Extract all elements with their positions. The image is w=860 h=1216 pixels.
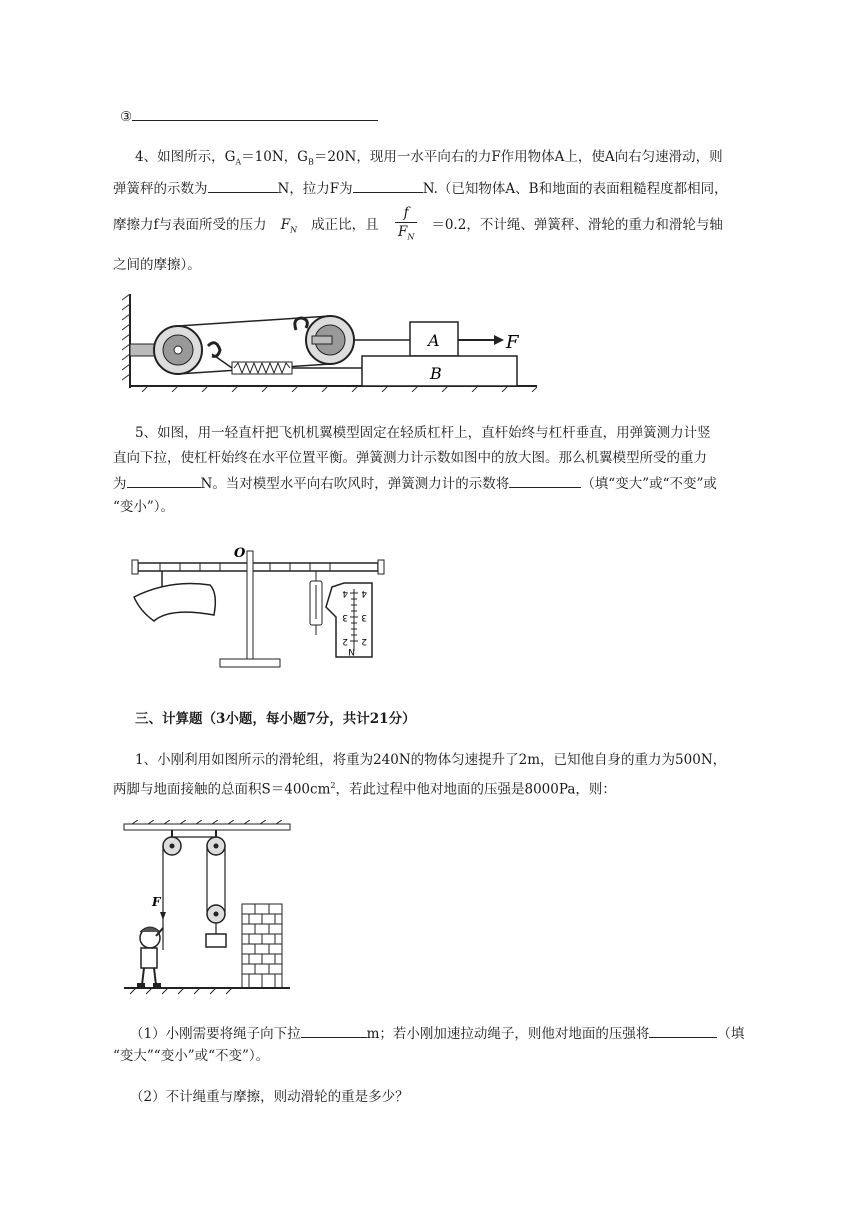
area-unit-superscript: 2 — [330, 781, 336, 790]
spring-reading-blank[interactable] — [208, 177, 278, 193]
arrow-icon — [160, 912, 166, 920]
c1-part-1 — [130, 1022, 744, 1044]
gb-subscript: B — [307, 157, 314, 167]
hook-icon — [295, 318, 307, 330]
q4-figure — [122, 292, 542, 392]
block-b-label: B — [430, 364, 442, 383]
q5-text: N。当对模型水平向右吹风时，弹簧测力计的示数将 — [200, 476, 510, 492]
q5-line-3 — [113, 472, 717, 494]
q3-item-3 — [120, 105, 378, 127]
c1-text: （2）不计绳重与摩擦，则动滑轮的重是多少？ — [130, 1089, 409, 1105]
pull-force-blank[interactable] — [353, 177, 423, 193]
answer-blank[interactable] — [132, 105, 378, 121]
q4-text: ＝0.2，不计绳、弹簧秤、滑轮的重力和滑轮与轴 — [431, 216, 723, 233]
q4-line-2 — [113, 177, 728, 199]
scale-tick-label: 4 — [361, 588, 367, 598]
q4-text: ＝20N，现用一水平向右的力F作用物体A上，使A向右匀速滑动，则 — [313, 149, 723, 165]
pivot-o-label: O — [234, 546, 246, 561]
c1-text: （填 — [717, 1026, 745, 1042]
scale-tick-label: 3 — [361, 612, 367, 622]
q4-text: 成正比，且 — [311, 216, 379, 233]
reading-change-blank[interactable] — [509, 472, 581, 488]
c1-text: 两脚与地面接触的总面积S＝400cm — [113, 781, 331, 798]
arrow-icon — [494, 335, 504, 345]
q5-text: （填“变大”或“不变”或 — [581, 476, 717, 492]
hook-icon — [208, 343, 220, 357]
q5-text: 直向下拉，使杠杆始终在水平位置平衡。弹簧测力计示数如图中的放大图。那么机翼模型所受的重力 — [113, 450, 707, 466]
scale-tick-label: 3 — [342, 612, 348, 622]
force-f-label: F — [506, 332, 519, 353]
q5-text: 5、如图，用一轻直杆把飞机机翼模型固定在轻质杠杆上，直杆始终与杠杆垂直，用弹簧测力计竖 — [135, 425, 711, 441]
c1-line-2 — [113, 776, 616, 800]
scale-tick-label: 2 — [342, 636, 348, 646]
q4-text: ＝10N，G — [241, 149, 308, 165]
c1-part-2 — [130, 1087, 409, 1107]
c1-part-1-cont — [113, 1046, 269, 1066]
friction-ratio-fraction: $\frac{f}{F_N}$ — [395, 204, 417, 247]
q4-text: 之间的摩擦）。 — [113, 257, 201, 273]
scale-tick-label: 2 — [361, 636, 367, 646]
brick-wall — [242, 904, 282, 988]
item-label: ③ — [120, 109, 133, 125]
scale-tick-label: 4 — [342, 588, 348, 598]
c1-text: 1、小刚利用如图所示的滑轮组，将重为240N的物体匀速提升了2m，已知他自身的重力为500N， — [135, 752, 727, 768]
q4-text: N.（已知物体A、B和地面的表面粗糙程度都相同， — [422, 181, 728, 197]
lever — [138, 563, 378, 571]
c1-text: m；若小刚加速拉动绳子，则他对地面的压强将 — [366, 1026, 650, 1042]
q5-text: 为 — [113, 476, 127, 492]
boy-figure — [137, 927, 163, 987]
load-block — [206, 934, 226, 947]
c1-text: ，若此过程中他对地面的压强是8000Pa，则： — [335, 781, 616, 798]
c1-text: “变大”“变小”或“不变”）。 — [113, 1048, 270, 1064]
q5-line-2 — [113, 448, 707, 468]
rope-length-blank[interactable] — [301, 1022, 367, 1038]
q4-line-4 — [113, 255, 201, 275]
q4-text: 4、如图所示，G — [135, 149, 236, 165]
q4-line-1 — [135, 147, 723, 173]
pressure-change-blank[interactable] — [649, 1022, 717, 1038]
c1-line-1 — [135, 750, 726, 770]
ga-subscript: A — [235, 157, 242, 167]
q5-line-1 — [135, 423, 711, 443]
wing-weight-blank[interactable] — [127, 472, 201, 488]
q5-text: “变小”）。 — [113, 499, 175, 515]
wing-model — [134, 584, 215, 622]
q4-text: 弹簧秤的示数为 — [113, 181, 208, 197]
section-3-title: 三、计算题（3小题，每小题7分，共计21分） — [135, 711, 416, 727]
q4-line-3 — [113, 204, 723, 249]
q4-text: N，拉力F为 — [277, 181, 353, 197]
c1-figure — [122, 820, 292, 1000]
q5-line-4 — [113, 497, 174, 517]
c1-text: （1）小刚需要将绳子向下拉 — [130, 1026, 301, 1042]
q4-text: 摩擦力f与表面所受的压力 — [113, 216, 267, 233]
scale-unit-label: N — [348, 646, 355, 656]
block-a-label: A — [428, 331, 440, 350]
force-f-label: F — [152, 895, 161, 909]
q5-figure — [130, 545, 390, 675]
fn-variable: $F_N$ — [280, 216, 298, 235]
